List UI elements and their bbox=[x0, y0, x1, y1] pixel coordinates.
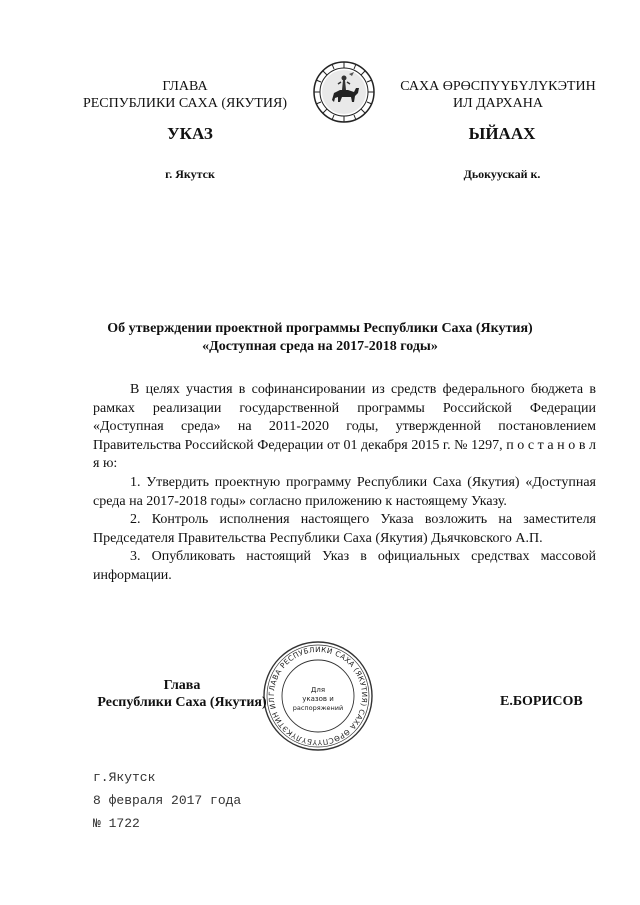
signature-position-line2: Республики Саха (Якутия) bbox=[97, 695, 267, 710]
header-right-line2: ИЛ ДАРХАНА bbox=[452, 96, 543, 111]
city-sakha: Дьокуускай к. bbox=[463, 167, 541, 181]
title-line1: Об утверждении проектной программы Республики Саха (Якутия) bbox=[107, 321, 533, 336]
seal-center-line1: Для bbox=[310, 686, 326, 694]
doc-type-ru: УКАЗ bbox=[167, 124, 213, 143]
signature-position-line1: Глава bbox=[163, 678, 201, 693]
signatory-name: Е.БОРИСОВ bbox=[500, 694, 583, 709]
footer-city: г.Якутск bbox=[93, 770, 156, 785]
header-left-line1: ГЛАВА bbox=[162, 79, 208, 94]
document-title bbox=[0, 320, 640, 356]
header-right-line1: САХА ӨРӨСПҮҮБҮЛҮКЭТИН bbox=[400, 79, 596, 94]
body-item-2: 2. Контроль исполнения настоящего Указа возложить на заместителя Председателя Правительства Республики Саха (Якутия) Дьячковского А.П. bbox=[93, 512, 596, 546]
city-ru: г. Якутск bbox=[165, 167, 215, 181]
footer-date: 8 февраля 2017 года bbox=[93, 793, 242, 808]
header-left bbox=[70, 78, 300, 112]
document-body bbox=[93, 381, 596, 586]
seal-center-line2: указов и bbox=[302, 695, 334, 703]
seal-ring-text: ГЛАВА РЕСПУБЛИКИ САХА (ЯКУТИЯ) САХА ӨРӨСПҮҮБҮЛҮКЭТИН ИЛ bbox=[266, 644, 370, 748]
doc-type-sakha: ЫЙААХ bbox=[468, 124, 536, 143]
title-line2: «Доступная среда на 2017-2018 годы» bbox=[202, 339, 438, 354]
signature-position bbox=[82, 677, 282, 711]
header-right bbox=[388, 78, 608, 112]
header-left-line2: РЕСПУБЛИКИ САХА (ЯКУТИЯ) bbox=[82, 96, 288, 111]
body-item-1: 1. Утвердить проектную программу Республики Саха (Якутия) «Доступная среда на 2017-2018 годы» согласно приложению к настоящему Указу. bbox=[93, 474, 596, 509]
body-item-3: 3. Опубликовать настоящий Указ в официальных средствах массовой информации. bbox=[93, 549, 596, 583]
body-paragraph-preamble: В целях участия в софинансировании из средств федерального бюджета в рамках реализации государственной программы Российской Федерации «Доступная среда» на 2011-2020 годы, утвержденной постановлением Правительства Российской Федерации от 01 декабря 2015 г. № 1297, п о с т а н о в л я ю: bbox=[93, 382, 596, 472]
seal-center-line3: распоряжений bbox=[292, 704, 344, 712]
coat-of-arms-emblem bbox=[312, 60, 376, 124]
footer-number: № 1722 bbox=[93, 816, 140, 831]
